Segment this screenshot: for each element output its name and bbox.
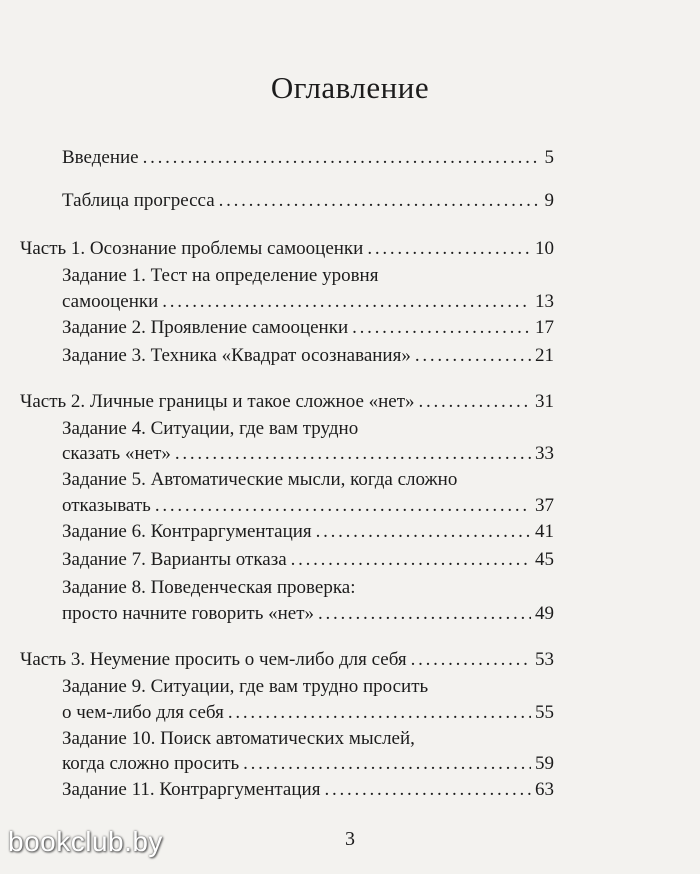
- toc-page-number: 31: [535, 391, 554, 412]
- toc-leader-dots: [162, 289, 531, 315]
- toc-page-number: 63: [535, 779, 554, 800]
- toc-entry-label: когда сложно просить: [62, 753, 240, 774]
- toc-page-number: 45: [535, 549, 554, 570]
- toc-entry-introduction: [62, 145, 554, 171]
- toc-entry-label: Часть 1. Осознание проблемы самооценки: [20, 238, 364, 259]
- toc-entry-label: сказать «нет»: [62, 443, 171, 464]
- toc-page-number: 9: [544, 190, 554, 211]
- toc-page-number: 10: [535, 238, 554, 259]
- toc-entry-part-1: [20, 236, 554, 262]
- toc-leader-dots: [352, 315, 531, 341]
- toc-leader-dots: [324, 777, 531, 803]
- toc-entry-task-5: [62, 493, 554, 519]
- toc-entry-task-6: [62, 519, 554, 545]
- page-number-folio: 3: [345, 828, 355, 850]
- toc-page-number: 49: [535, 603, 554, 624]
- toc-leader-dots: [175, 441, 531, 467]
- toc-entry-line1: Задание 10. Поиск автоматических мыслей,: [62, 728, 415, 749]
- toc-entry-label: Задание 7. Варианты отказа: [62, 549, 287, 570]
- toc-page-number: 33: [535, 443, 554, 464]
- toc-entry-part-3: [20, 647, 554, 673]
- toc-entry-label: Введение: [62, 147, 139, 168]
- toc-page-number: 21: [535, 345, 554, 366]
- toc-entry-line1: Задание 1. Тест на определение уровня: [62, 265, 379, 286]
- toc-leader-dots: [411, 647, 531, 673]
- toc-page-number: 5: [544, 147, 554, 168]
- page-title: Оглавление: [270, 70, 430, 105]
- toc-entry-label: Задание 3. Техника «Квадрат осознавания»: [62, 345, 411, 366]
- toc-leader-dots: [243, 751, 531, 777]
- toc-entry-label: Задание 2. Проявление самооценки: [62, 317, 349, 338]
- toc-leader-dots: [318, 601, 531, 627]
- toc-entry-label: просто начните говорить «нет»: [62, 603, 315, 624]
- toc-page-number: 17: [535, 317, 554, 338]
- toc-entry-task-4: [62, 441, 554, 467]
- toc-page-number: 53: [535, 649, 554, 670]
- toc-entry-label: Часть 2. Личные границы и такое сложное «нет»: [20, 391, 415, 412]
- toc-entry-label: отказывать: [62, 495, 151, 516]
- toc-entry-line1: Задание 4. Ситуации, где вам трудно: [62, 418, 359, 439]
- toc-entry-label: самооценки: [62, 291, 159, 312]
- toc-entry-task-3: [62, 343, 554, 369]
- toc-entry-task-10: [62, 751, 554, 777]
- toc-page-number: 41: [535, 521, 554, 542]
- toc-entry-task-8: [62, 601, 554, 627]
- toc-entry-task-9: [62, 700, 554, 726]
- toc-leader-dots: [419, 389, 531, 415]
- toc-entry-task-2: [62, 315, 554, 341]
- toc-entry-label: Задание 6. Контраргументация: [62, 521, 312, 542]
- toc-entry-label: Задание 11. Контраргументация: [62, 779, 321, 800]
- toc-leader-dots: [228, 700, 531, 726]
- toc-entry-task-11: [62, 777, 554, 803]
- toc-entry-line1: Задание 8. Поведенческая проверка:: [62, 577, 356, 598]
- toc-leader-dots: [415, 343, 531, 369]
- toc-page-number: 37: [535, 495, 554, 516]
- toc-leader-dots: [316, 519, 531, 545]
- toc-leader-dots: [155, 493, 531, 519]
- toc-entry-label: Часть 3. Неумение просить о чем-либо для себя: [20, 649, 407, 670]
- toc-leader-dots: [143, 145, 541, 171]
- toc-entry-task-1: [62, 289, 554, 315]
- toc-entry-label: Таблица прогресса: [62, 190, 215, 211]
- toc-entry-label: о чем-либо для себя: [62, 702, 224, 723]
- toc-entry-part-2: [20, 389, 554, 415]
- toc-page-number: 13: [535, 291, 554, 312]
- toc-page-number: 55: [535, 702, 554, 723]
- toc-leader-dots: [367, 236, 531, 262]
- toc-leader-dots: [219, 188, 541, 214]
- toc-leader-dots: [291, 547, 531, 573]
- toc-entry-task-7: [62, 547, 554, 573]
- toc-entry-progress-table: [62, 188, 554, 214]
- toc-page-number: 59: [535, 753, 554, 774]
- toc-entry-line1: Задание 5. Автоматические мысли, когда сложно: [62, 469, 458, 490]
- watermark: bookclub.by: [8, 826, 163, 857]
- toc-entry-line1: Задание 9. Ситуации, где вам трудно просить: [62, 676, 429, 697]
